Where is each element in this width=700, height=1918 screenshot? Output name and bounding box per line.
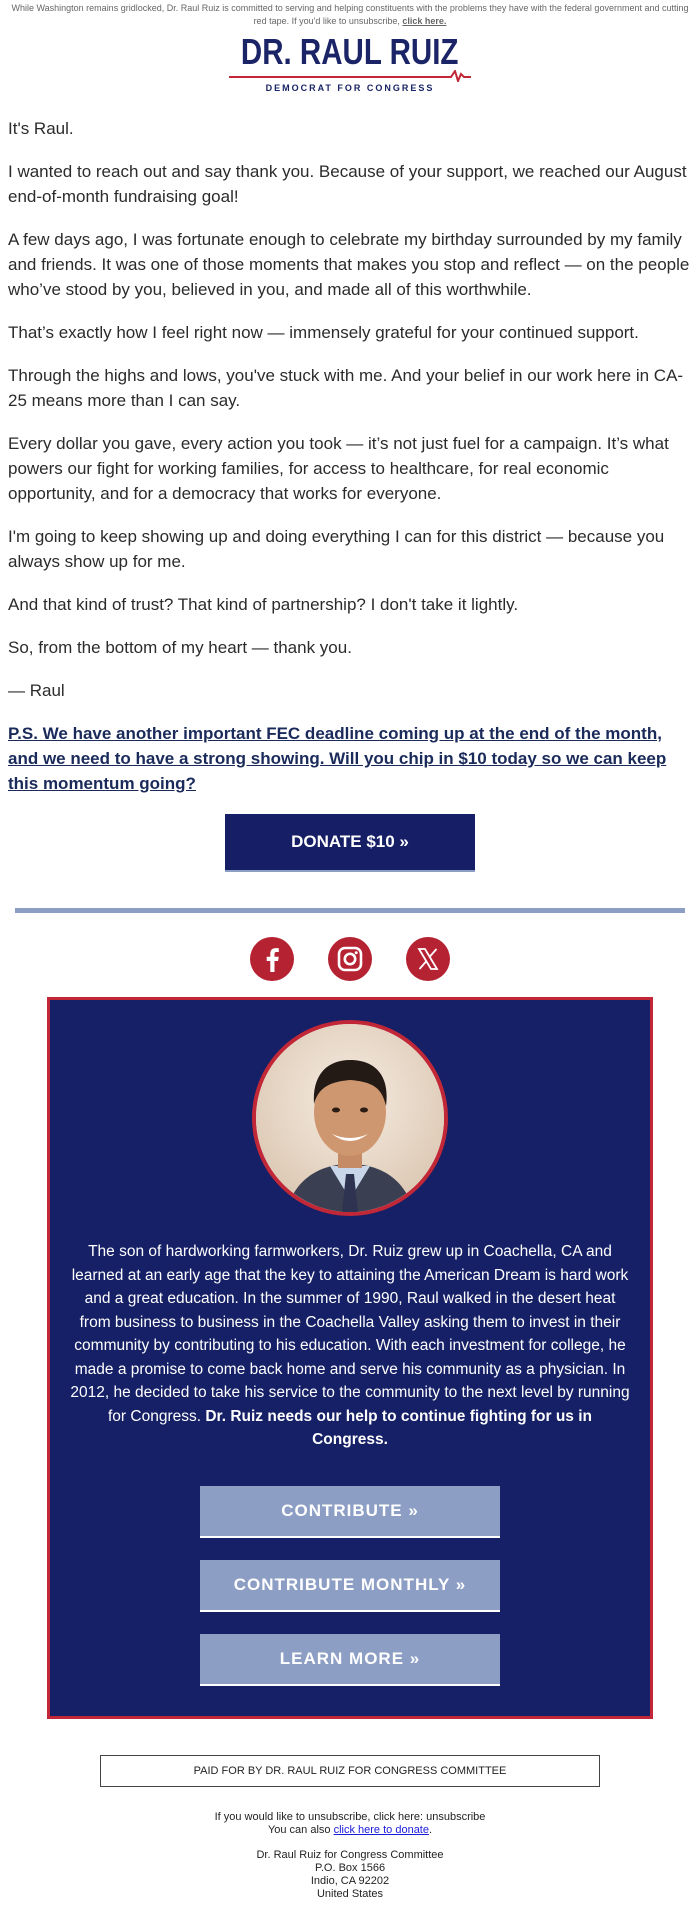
letter-body bbox=[0, 116, 700, 796]
learn-more-button[interactable]: LEARN MORE » bbox=[200, 1634, 500, 1686]
facebook-icon[interactable] bbox=[250, 937, 294, 981]
donate-10-button[interactable]: DONATE $10 » bbox=[225, 814, 475, 872]
heartbeat-line-icon bbox=[229, 70, 471, 82]
bio-text bbox=[50, 1240, 650, 1452]
preheader-text: While Washington remains gridlocked, Dr. Raul Ruiz is committed to serving and helping constituents with the problems they have with the federal government and cutting red tape. If you'd like to unsubscribe, bbox=[11, 3, 689, 26]
donate-section bbox=[0, 814, 700, 872]
campaign-logo bbox=[0, 32, 700, 98]
footer bbox=[0, 1811, 700, 1901]
unsubscribe-note[interactable]: If you would like to unsubscribe, click here: unsubscribe bbox=[214, 1810, 486, 1823]
unsubscribe-link[interactable]: click here. bbox=[402, 16, 447, 26]
address-line: United States bbox=[316, 1887, 384, 1900]
bio-buttons bbox=[50, 1486, 650, 1686]
contribute-button[interactable]: CONTRIBUTE » bbox=[200, 1486, 500, 1538]
candidate-portrait bbox=[252, 1020, 448, 1216]
divider bbox=[15, 908, 685, 913]
donate-note: You can also click here to donate. bbox=[267, 1823, 433, 1836]
footer-donate-link[interactable]: click here to donate bbox=[333, 1823, 429, 1836]
paid-for-disclaimer: PAID FOR BY DR. RAUL RUIZ FOR CONGRESS COMMITTEE bbox=[100, 1755, 600, 1787]
address-line: Dr. Raul Ruiz for Congress Committee bbox=[256, 1848, 444, 1861]
letter-paragraph: Through the highs and lows, you've stuck with me. And your belief in our work here in CA-25 means more than I can say. bbox=[8, 366, 684, 410]
letter-paragraph: A few days ago, I was fortunate enough to celebrate my birthday surrounded by my family and friends. It was one of those moments that makes you stop and reflect — on the people who’ve stood by you, believed in you, and made all of this worthwhile. bbox=[8, 230, 690, 299]
address-line: P.O. Box 1566 bbox=[314, 1861, 386, 1874]
signature: — Raul bbox=[8, 681, 65, 700]
letter-paragraph: It's Raul. bbox=[8, 119, 74, 138]
ps-donate-link[interactable]: P.S. We have another important FEC deadline coming up at the end of the month, and we need to have a strong showing. Will you chip in $10 today so we can keep this momentum going? bbox=[8, 724, 667, 793]
logo-name: DR. RAUL RUIZ bbox=[241, 31, 459, 72]
instagram-icon[interactable] bbox=[328, 937, 372, 981]
letter-paragraph: I wanted to reach out and say thank you. Because of your support, we reached our August end-of-month fundraising goal! bbox=[8, 162, 687, 206]
address-line: Indio, CA 92202 bbox=[310, 1874, 390, 1887]
bio-panel bbox=[47, 997, 653, 1719]
contribute-monthly-button[interactable]: CONTRIBUTE MONTHLY » bbox=[200, 1560, 500, 1612]
donate-note-prefix: You can also bbox=[267, 1823, 331, 1836]
letter-paragraph: I'm going to keep showing up and doing everything I can for this district — because you always show up for me. bbox=[8, 527, 665, 571]
logo-tagline: DEMOCRAT FOR CONGRESS bbox=[265, 83, 435, 93]
letter-paragraph: And that kind of trust? That kind of partnership? I don't take it lightly. bbox=[8, 595, 519, 614]
postscript bbox=[8, 721, 692, 796]
letter-paragraph: That’s exactly how I feel right now — immensely grateful for your continued support. bbox=[8, 323, 639, 342]
bio-paragraph: The son of hardworking farmworkers, Dr. Ruiz grew up in Coachella, CA and learned at an early age that the key to attaining the American Dream is hard work and a great education. In the summer of 1990, Raul walked in the desert heat from business to business in the Coachella Valley asking them to invest in their community by contributing to his education. With each investment for college, he made a promise to come back home and serve his community as a physician. In 2012, he decided to take his service to the community to the next level by running for Congress. bbox=[70, 1243, 630, 1425]
letter-paragraph: So, from the bottom of my heart — thank you. bbox=[8, 638, 352, 657]
bio-call-to-action: Dr. Ruiz needs our help to continue fighting for us in Congress. bbox=[205, 1407, 592, 1448]
letter-paragraph: Every dollar you gave, every action you took — it’s not just fuel for a campaign. It’s what powers our fight for working families, for access to healthcare, for real economic opportunity, and for a democracy that works for everyone. bbox=[8, 434, 669, 503]
social-links bbox=[0, 937, 700, 983]
x-icon[interactable] bbox=[406, 937, 450, 981]
preheader bbox=[10, 0, 690, 28]
